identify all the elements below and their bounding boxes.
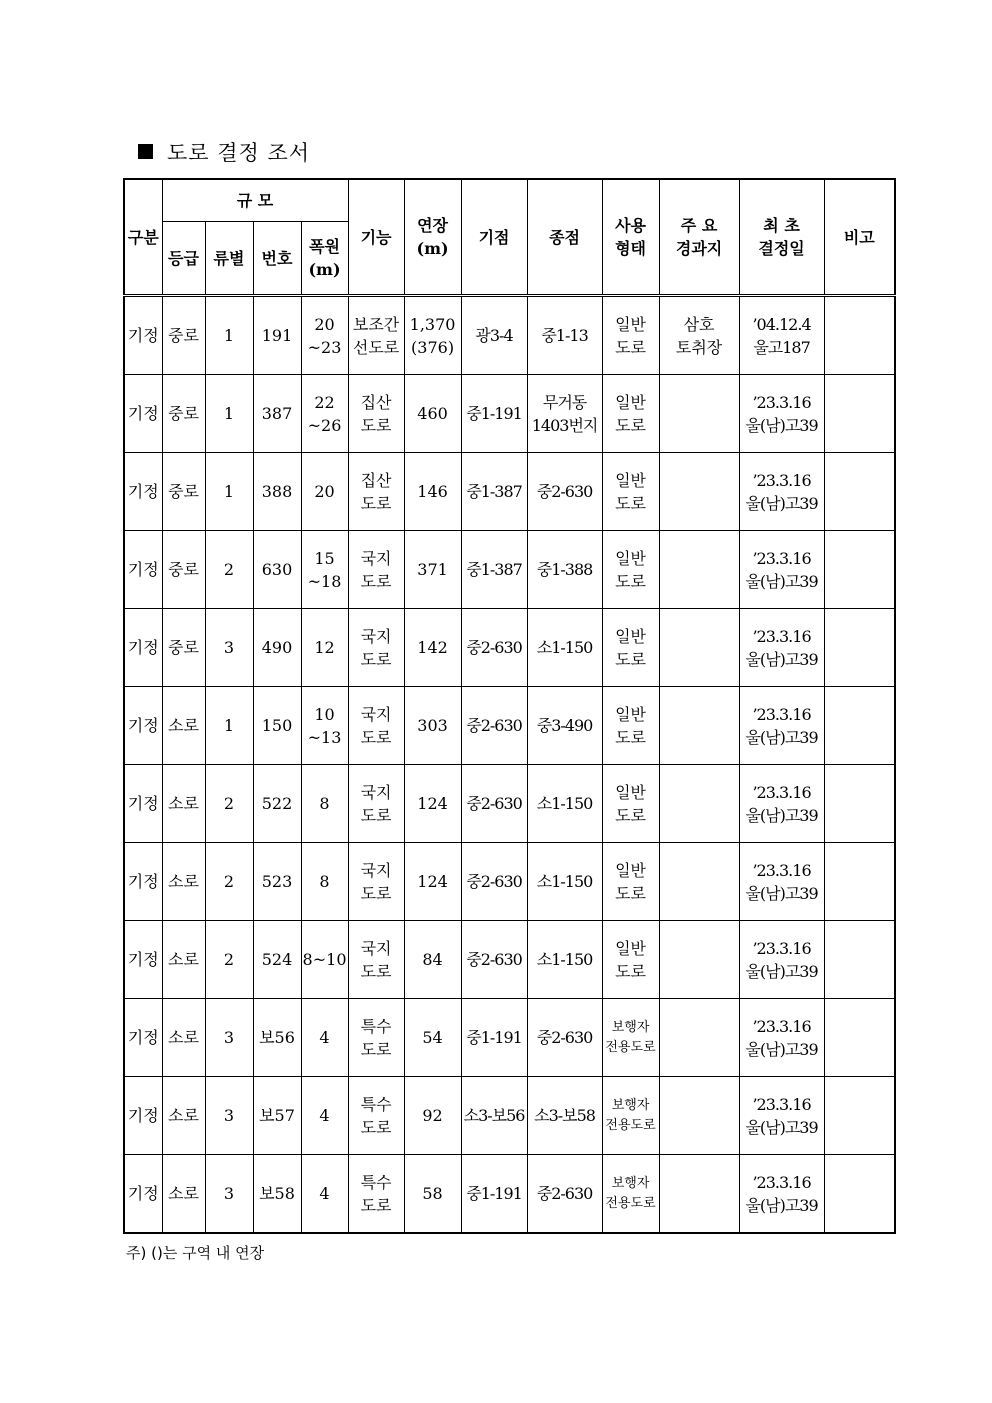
cell-width: 20 ~23 — [301, 296, 348, 375]
cell-width: 20 — [301, 453, 348, 531]
header-type: 류별 — [205, 222, 253, 296]
cell-type: 3 — [205, 609, 253, 687]
cell-number: 보56 — [253, 999, 301, 1077]
cell-via — [659, 453, 739, 531]
cell-via — [659, 843, 739, 921]
cell-remark — [824, 1155, 895, 1234]
cell-gubun: 기정 — [124, 453, 162, 531]
cell-gubun: 기정 — [124, 921, 162, 999]
cell-gubun: 기정 — [124, 609, 162, 687]
cell-function: 집산 도로 — [348, 375, 404, 453]
cell-end: 중1-388 — [527, 531, 602, 609]
cell-type: 1 — [205, 687, 253, 765]
cell-date: ’04.12.4 울고187 — [739, 296, 824, 375]
header-length: 연장 (m) — [404, 179, 461, 296]
cell-usage: 일반 도로 — [602, 453, 659, 531]
cell-end: 소1-150 — [527, 921, 602, 999]
cell-usage: 일반 도로 — [602, 687, 659, 765]
cell-length: 1,370 (376) — [404, 296, 461, 375]
cell-usage: 일반 도로 — [602, 765, 659, 843]
cell-function: 국지 도로 — [348, 921, 404, 999]
table-row — [124, 1077, 895, 1155]
cell-start: 광3-4 — [461, 296, 527, 375]
cell-gubun: 기정 — [124, 843, 162, 921]
cell-start: 중1-387 — [461, 531, 527, 609]
table-row — [124, 375, 895, 453]
cell-function: 특수 도로 — [348, 1077, 404, 1155]
cell-length: 124 — [404, 843, 461, 921]
cell-end: 소3-보58 — [527, 1077, 602, 1155]
cell-length: 124 — [404, 765, 461, 843]
cell-via — [659, 609, 739, 687]
cell-remark — [824, 531, 895, 609]
cell-remark — [824, 453, 895, 531]
cell-type: 3 — [205, 999, 253, 1077]
cell-remark — [824, 609, 895, 687]
cell-date: ’23.3.16 울(남)고39 — [739, 375, 824, 453]
cell-date: ’23.3.16 울(남)고39 — [739, 609, 824, 687]
cell-length: 58 — [404, 1155, 461, 1234]
table-row — [124, 453, 895, 531]
header-scale: 규 모 — [162, 179, 348, 222]
cell-grade: 중로 — [162, 531, 205, 609]
cell-usage: 일반 도로 — [602, 296, 659, 375]
cell-end: 중1-13 — [527, 296, 602, 375]
cell-end: 무거동 1403번지 — [527, 375, 602, 453]
cell-end: 중2-630 — [527, 999, 602, 1077]
cell-type: 3 — [205, 1155, 253, 1234]
cell-number: 388 — [253, 453, 301, 531]
cell-function: 특수 도로 — [348, 1155, 404, 1234]
cell-type: 2 — [205, 921, 253, 999]
header-gubun: 구분 — [124, 179, 162, 296]
cell-end: 소1-150 — [527, 609, 602, 687]
cell-via — [659, 687, 739, 765]
footnote: 주) ()는 구역 내 연장 — [126, 1244, 265, 1262]
table-row — [124, 609, 895, 687]
cell-length: 92 — [404, 1077, 461, 1155]
header-end: 종점 — [527, 179, 602, 296]
cell-gubun: 기정 — [124, 531, 162, 609]
table-header — [124, 179, 895, 296]
cell-number: 150 — [253, 687, 301, 765]
header-function: 기능 — [348, 179, 404, 296]
cell-grade: 소로 — [162, 921, 205, 999]
header-grade: 등급 — [162, 222, 205, 296]
cell-width: 22 ~26 — [301, 375, 348, 453]
cell-remark — [824, 375, 895, 453]
cell-start: 중1-387 — [461, 453, 527, 531]
cell-remark — [824, 687, 895, 765]
cell-width: 4 — [301, 1077, 348, 1155]
cell-number: 630 — [253, 531, 301, 609]
cell-via — [659, 531, 739, 609]
cell-start: 중2-630 — [461, 609, 527, 687]
table-row — [124, 921, 895, 999]
cell-grade: 중로 — [162, 453, 205, 531]
table-row — [124, 843, 895, 921]
cell-start: 중1-191 — [461, 999, 527, 1077]
header-via: 주 요 경과지 — [659, 179, 739, 296]
cell-gubun: 기정 — [124, 999, 162, 1077]
cell-remark — [824, 1077, 895, 1155]
cell-type: 2 — [205, 531, 253, 609]
cell-start: 중2-630 — [461, 765, 527, 843]
table-row — [124, 531, 895, 609]
cell-grade: 소로 — [162, 1155, 205, 1234]
cell-date: ’23.3.16 울(남)고39 — [739, 999, 824, 1077]
cell-remark — [824, 296, 895, 375]
cell-grade: 소로 — [162, 765, 205, 843]
cell-number: 보57 — [253, 1077, 301, 1155]
cell-length: 460 — [404, 375, 461, 453]
cell-gubun: 기정 — [124, 375, 162, 453]
cell-remark — [824, 921, 895, 999]
cell-usage: 일반 도로 — [602, 531, 659, 609]
cell-date: ’23.3.16 울(남)고39 — [739, 1077, 824, 1155]
table-row — [124, 999, 895, 1077]
cell-type: 2 — [205, 765, 253, 843]
cell-grade: 소로 — [162, 1077, 205, 1155]
road-decision-table — [123, 178, 896, 1234]
cell-type: 2 — [205, 843, 253, 921]
cell-length: 142 — [404, 609, 461, 687]
cell-end: 중2-630 — [527, 1155, 602, 1234]
cell-usage: 보행자 전용도로 — [602, 1077, 659, 1155]
table-row — [124, 296, 895, 375]
cell-end: 중2-630 — [527, 453, 602, 531]
cell-usage: 일반 도로 — [602, 921, 659, 999]
cell-via — [659, 375, 739, 453]
cell-via — [659, 999, 739, 1077]
cell-type: 1 — [205, 453, 253, 531]
table-row — [124, 765, 895, 843]
table-row — [124, 1155, 895, 1234]
cell-date: ’23.3.16 울(남)고39 — [739, 1155, 824, 1234]
cell-number: 490 — [253, 609, 301, 687]
cell-start: 중2-630 — [461, 843, 527, 921]
cell-gubun: 기정 — [124, 1155, 162, 1234]
cell-usage: 일반 도로 — [602, 375, 659, 453]
cell-length: 146 — [404, 453, 461, 531]
cell-number: 523 — [253, 843, 301, 921]
cell-end: 중3-490 — [527, 687, 602, 765]
cell-usage: 보행자 전용도로 — [602, 1155, 659, 1234]
cell-date: ’23.3.16 울(남)고39 — [739, 843, 824, 921]
cell-date: ’23.3.16 울(남)고39 — [739, 921, 824, 999]
header-usage: 사용 형태 — [602, 179, 659, 296]
cell-length: 54 — [404, 999, 461, 1077]
cell-type: 3 — [205, 1077, 253, 1155]
header-width: 폭원 (m) — [301, 222, 348, 296]
cell-gubun: 기정 — [124, 296, 162, 375]
cell-start: 중1-191 — [461, 1155, 527, 1234]
cell-end: 소1-150 — [527, 765, 602, 843]
cell-date: ’23.3.16 울(남)고39 — [739, 531, 824, 609]
cell-width: 8 — [301, 843, 348, 921]
cell-via — [659, 921, 739, 999]
header-remark: 비고 — [824, 179, 895, 296]
cell-width: 15 ~18 — [301, 531, 348, 609]
cell-length: 371 — [404, 531, 461, 609]
cell-function: 국지 도로 — [348, 531, 404, 609]
cell-date: ’23.3.16 울(남)고39 — [739, 765, 824, 843]
cell-gubun: 기정 — [124, 687, 162, 765]
cell-number: 522 — [253, 765, 301, 843]
cell-function: 국지 도로 — [348, 765, 404, 843]
cell-width: 8 — [301, 765, 348, 843]
table-body — [124, 296, 895, 1234]
cell-function: 국지 도로 — [348, 609, 404, 687]
cell-grade: 중로 — [162, 375, 205, 453]
cell-function: 보조간 선도로 — [348, 296, 404, 375]
cell-date: ’23.3.16 울(남)고39 — [739, 687, 824, 765]
cell-width: 4 — [301, 999, 348, 1077]
cell-number: 보58 — [253, 1155, 301, 1234]
cell-gubun: 기정 — [124, 1077, 162, 1155]
cell-function: 국지 도로 — [348, 687, 404, 765]
cell-grade: 소로 — [162, 843, 205, 921]
table-row — [124, 687, 895, 765]
cell-gubun: 기정 — [124, 765, 162, 843]
cell-function: 집산 도로 — [348, 453, 404, 531]
cell-usage: 보행자 전용도로 — [602, 999, 659, 1077]
cell-start: 중1-191 — [461, 375, 527, 453]
cell-length: 303 — [404, 687, 461, 765]
cell-usage: 일반 도로 — [602, 609, 659, 687]
cell-type: 1 — [205, 375, 253, 453]
cell-number: 387 — [253, 375, 301, 453]
cell-remark — [824, 999, 895, 1077]
cell-via — [659, 1155, 739, 1234]
cell-width: 8~10 — [301, 921, 348, 999]
cell-function: 국지 도로 — [348, 843, 404, 921]
cell-width: 4 — [301, 1155, 348, 1234]
cell-remark — [824, 843, 895, 921]
cell-type: 1 — [205, 296, 253, 375]
cell-number: 191 — [253, 296, 301, 375]
cell-function: 특수 도로 — [348, 999, 404, 1077]
cell-grade: 소로 — [162, 999, 205, 1077]
header-date: 최 초 결정일 — [739, 179, 824, 296]
title-text: 도로 결정 조서 — [167, 141, 311, 165]
document-title — [138, 137, 310, 167]
cell-length: 84 — [404, 921, 461, 999]
cell-via: 삼호 토취장 — [659, 296, 739, 375]
cell-start: 중2-630 — [461, 921, 527, 999]
cell-grade: 중로 — [162, 296, 205, 375]
cell-number: 524 — [253, 921, 301, 999]
cell-via — [659, 765, 739, 843]
header-start: 기점 — [461, 179, 527, 296]
cell-date: ’23.3.16 울(남)고39 — [739, 453, 824, 531]
cell-grade: 소로 — [162, 687, 205, 765]
cell-grade: 중로 — [162, 609, 205, 687]
square-bullet-icon — [138, 144, 153, 159]
cell-start: 소3-보56 — [461, 1077, 527, 1155]
cell-width: 12 — [301, 609, 348, 687]
cell-via — [659, 1077, 739, 1155]
cell-width: 10 ~13 — [301, 687, 348, 765]
cell-end: 소1-150 — [527, 843, 602, 921]
cell-start: 중2-630 — [461, 687, 527, 765]
cell-remark — [824, 765, 895, 843]
cell-usage: 일반 도로 — [602, 843, 659, 921]
header-number: 번호 — [253, 222, 301, 296]
